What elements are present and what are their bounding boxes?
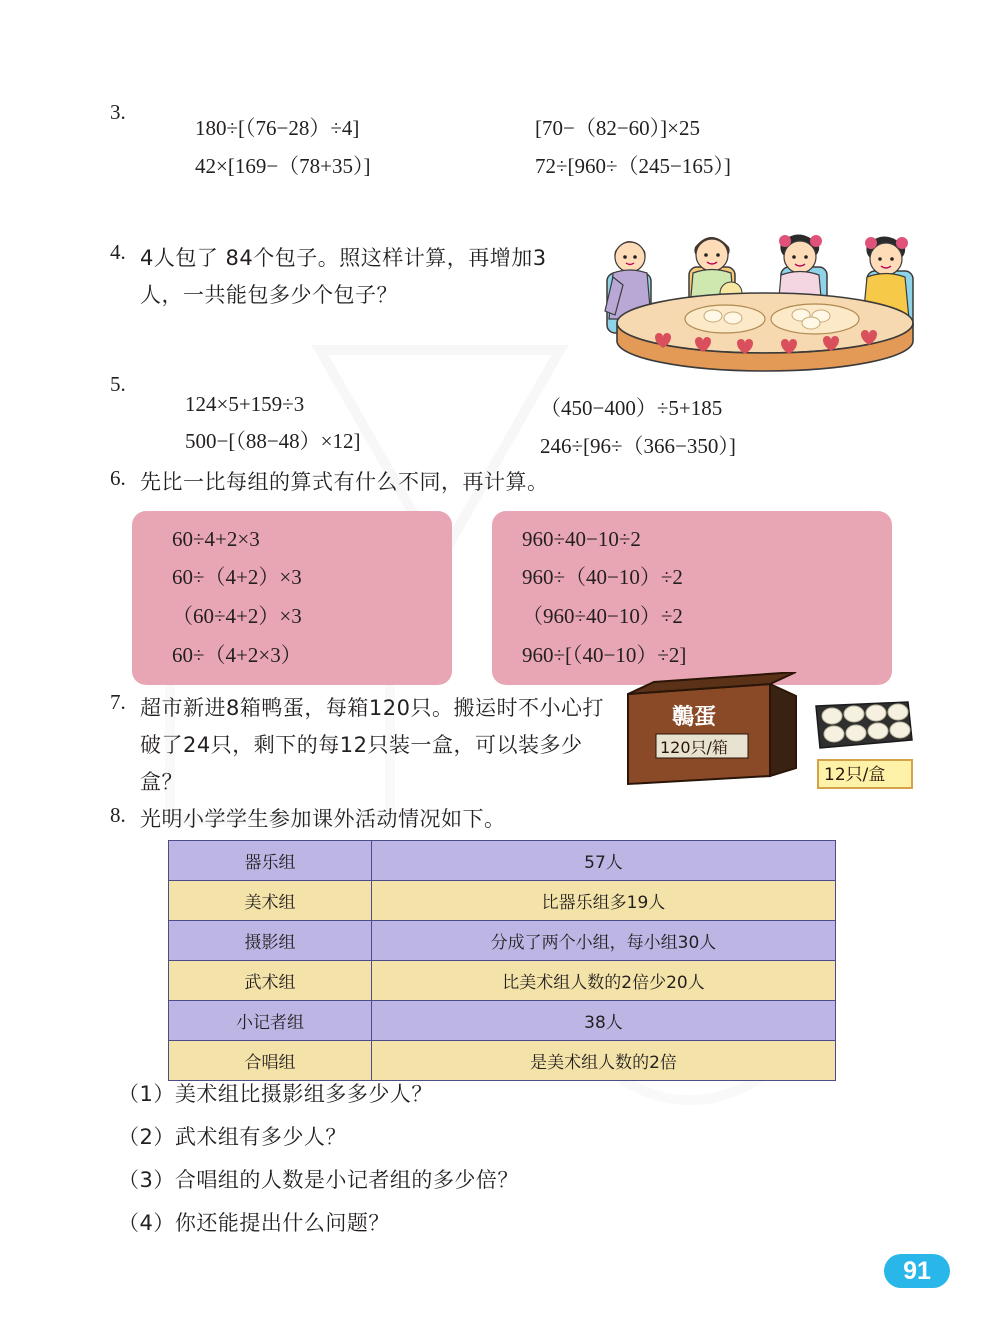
exercise-5-column-left — [185, 392, 361, 463]
exercise-5-column-right — [540, 392, 736, 468]
expression: 246÷[96÷（366−350）] — [540, 434, 736, 458]
expression: 60÷4+2×3 — [172, 527, 260, 551]
exercise-4-number: 4. — [110, 240, 126, 264]
egg-carton-illustration — [620, 672, 920, 812]
exercise-7-text: 超市新进8箱鸭蛋，每箱120只。搬运时不小心打破了24只，剩下的每12只装一盒，可以装多少盒？ — [140, 696, 604, 794]
exercise-7 — [110, 690, 610, 800]
exercise-4-text: 4人包了 84个包子。照这样计算，再增加3人，一共能包多少个包子？ — [140, 246, 547, 307]
exercise-5-number: 5. — [110, 372, 126, 396]
group-value: 比美术组人数的2倍少20人 — [372, 961, 836, 1001]
exercise-8-title: 光明小学学生参加课外活动情况如下。 — [140, 807, 506, 831]
exercise-6-title: 先比一比每组的算式有什么不同，再计算。 — [140, 470, 549, 494]
activity-table — [168, 840, 836, 1081]
expression: 124×5+159÷3 — [185, 392, 305, 416]
group-value: 57人 — [372, 841, 836, 881]
table-row — [169, 1041, 836, 1081]
svg-text:120只/箱: 120只/箱 — [660, 738, 728, 757]
expression: 960÷[（40−10）÷2] — [522, 643, 687, 667]
exercise-3-column-right — [535, 112, 731, 188]
table-row — [169, 961, 836, 1001]
group-name: 小记者组 — [169, 1001, 372, 1041]
expression: 180÷[（76−28）÷4] — [195, 116, 360, 140]
expression-box-left — [132, 511, 452, 685]
svg-text:鷷蛋: 鷷蛋 — [672, 705, 717, 730]
group-name: 武术组 — [169, 961, 372, 1001]
exercise-8-questions — [118, 1078, 918, 1250]
page-number: 91 — [884, 1254, 950, 1288]
question-item: （2）武术组有多少人？ — [118, 1125, 347, 1149]
expression: 60÷（4+2）×3 — [172, 565, 302, 589]
table-row — [169, 921, 836, 961]
group-value: 是美术组人数的2倍 — [372, 1041, 836, 1081]
question-item: （1）美术组比摄影组多多少人？ — [118, 1082, 433, 1106]
expression: 72÷[960÷（245−165）] — [535, 154, 731, 178]
group-value: 38人 — [372, 1001, 836, 1041]
group-value: 比器乐组多19人 — [372, 881, 836, 921]
exercise-3-number: 3. — [110, 100, 126, 124]
exercise-6-box-group — [132, 511, 922, 685]
exercise-3-column-left — [195, 112, 371, 188]
children-making-buns-illustration — [585, 215, 945, 375]
expression: （960÷40−10）÷2 — [522, 604, 683, 628]
expression: 60÷（4+2×3） — [172, 643, 302, 667]
expression: [70−（82−60）]×25 — [535, 116, 701, 140]
expression: 960÷（40−10）÷2 — [522, 565, 683, 589]
svg-text:12只/盒: 12只/盒 — [824, 765, 886, 785]
expression-box-right — [492, 511, 892, 685]
expression: 960÷40−10÷2 — [522, 527, 641, 551]
expression: （450−400）÷5+185 — [540, 396, 723, 420]
exercise-8-number: 8. — [110, 803, 126, 827]
question-item: （3）合唱组的人数是小记者组的多少倍？ — [118, 1168, 519, 1192]
expression: 42×[169−（78+35）] — [195, 154, 371, 178]
expression: 500−[（88−48）×12] — [185, 429, 361, 453]
expression: （60÷4+2）×3 — [172, 604, 302, 628]
group-name: 合唱组 — [169, 1041, 372, 1081]
exercise-7-number: 7. — [110, 690, 126, 714]
table-row — [169, 1001, 836, 1041]
exercise-6 — [110, 466, 910, 667]
question-item: （4）你还能提出什么问题？ — [118, 1211, 390, 1235]
table-row — [169, 841, 836, 881]
table-row — [169, 881, 836, 921]
group-name: 美术组 — [169, 881, 372, 921]
group-name: 摄影组 — [169, 921, 372, 961]
exercise-6-number: 6. — [110, 466, 126, 490]
group-value: 分成了两个小组，每小组30人 — [372, 921, 836, 961]
exercise-8 — [110, 803, 506, 833]
group-name: 器乐组 — [169, 841, 372, 881]
exercise-4 — [110, 240, 580, 314]
